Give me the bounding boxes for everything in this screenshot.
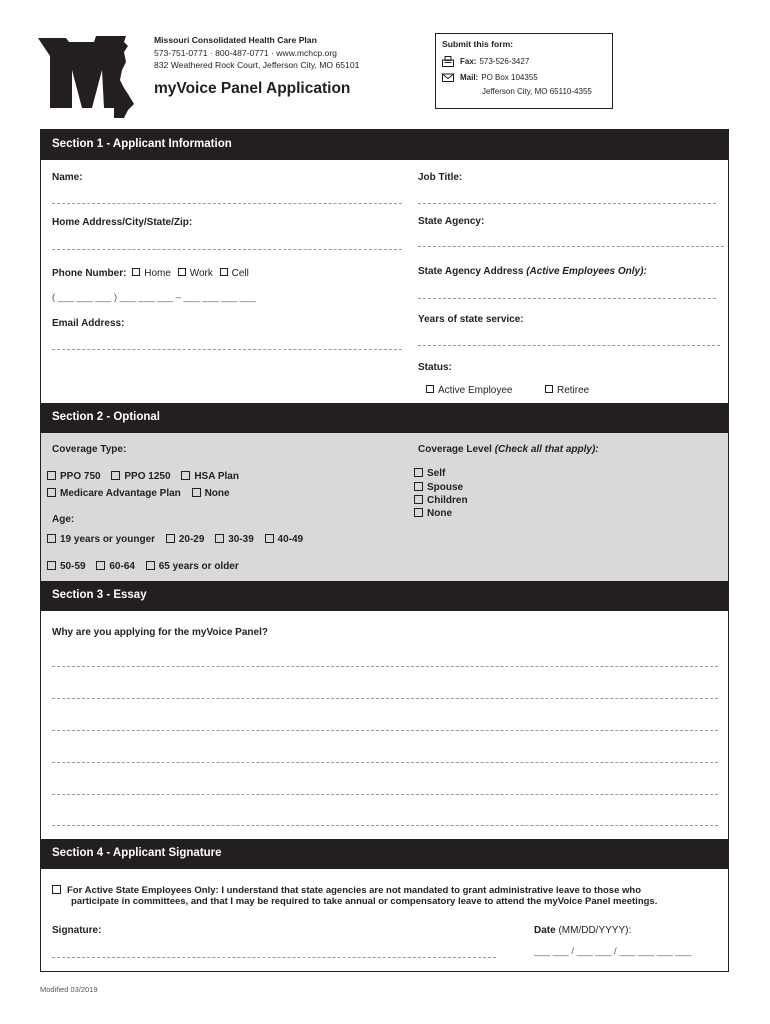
phone-home-label: Home <box>144 268 171 279</box>
age-65-label: 65 years or older <box>158 561 239 572</box>
essay-question: Why are you applying for the myVoice Panel? <box>52 627 268 638</box>
age-row1 <box>47 534 303 545</box>
level-self-checkbox[interactable] <box>414 468 423 477</box>
age-row2 <box>47 561 239 572</box>
years-field[interactable] <box>418 345 720 346</box>
email-label: Email Address: <box>52 318 125 329</box>
date-label-text: Date <box>534 925 556 936</box>
ppo1250-checkbox[interactable] <box>111 471 120 480</box>
essay-line-1[interactable] <box>52 666 718 667</box>
org-info <box>154 34 359 72</box>
name-label: Name: <box>52 172 83 183</box>
submit-box <box>435 33 613 109</box>
age-label: Age: <box>52 514 75 525</box>
envelope-icon <box>442 72 454 83</box>
status-retiree-option[interactable] <box>545 385 589 396</box>
agency-address-field[interactable] <box>418 298 716 299</box>
coverage-type-row2 <box>47 488 230 499</box>
section1-header: Section 1 - Applicant Information <box>41 130 728 160</box>
date-field[interactable]: ___ ___ / ___ ___ / ___ ___ ___ ___ <box>534 946 692 957</box>
coverage-type-row1 <box>47 471 239 482</box>
status-retiree-checkbox[interactable] <box>545 385 553 393</box>
fax-row <box>442 55 606 67</box>
mail-label: Mail: <box>460 72 479 82</box>
coverage-level-label-text: Coverage Level <box>418 444 492 455</box>
age-60-64-label: 60-64 <box>109 561 135 572</box>
name-field[interactable] <box>52 203 402 204</box>
agency-address-note: (Active Employees Only): <box>526 266 647 277</box>
org-name: Missouri Consolidated Health Care Plan <box>154 35 317 45</box>
signature-label: Signature: <box>52 925 102 936</box>
years-label: Years of state service: <box>418 314 524 325</box>
home-address-label: Home Address/City/State/Zip: <box>52 217 193 228</box>
date-format: (MM/DD/YYYY): <box>558 925 632 936</box>
section2-body <box>41 433 728 581</box>
form-title: myVoice Panel Application <box>154 80 351 97</box>
age-19-checkbox[interactable] <box>47 534 56 543</box>
job-title-field[interactable] <box>418 203 716 204</box>
level-children-checkbox[interactable] <box>414 495 423 504</box>
coverage-none-label: None <box>204 488 230 499</box>
mail-value: PO Box 104355 <box>481 72 538 82</box>
essay-line-3[interactable] <box>52 730 718 731</box>
essay-line-6[interactable] <box>52 825 718 826</box>
date-label <box>534 925 631 936</box>
mail-city: Jefferson City, MO 65110-4355 <box>482 87 592 96</box>
essay-line-4[interactable] <box>52 762 718 763</box>
level-self-option[interactable] <box>414 468 445 479</box>
email-field[interactable] <box>52 349 402 350</box>
hsa-checkbox[interactable] <box>181 471 190 480</box>
age-40-49-label: 40-49 <box>277 534 304 545</box>
essay-line-2[interactable] <box>52 698 718 699</box>
essay-line-5[interactable] <box>52 794 718 795</box>
age-50-59-checkbox[interactable] <box>47 561 56 570</box>
phone-work-label: Work <box>189 268 213 279</box>
form-frame <box>40 129 729 972</box>
level-spouse-checkbox[interactable] <box>414 482 423 491</box>
age-65-checkbox[interactable] <box>146 561 155 570</box>
org-address: 832 Weathered Rock Court, Jefferson City, MO 65101 <box>154 60 360 70</box>
mchcp-logo <box>36 32 136 122</box>
age-19-label: 19 years or younger <box>60 534 156 545</box>
level-spouse-option[interactable] <box>414 482 463 493</box>
ppo750-checkbox[interactable] <box>47 471 56 480</box>
ppo1250-label: PPO 1250 <box>124 471 171 482</box>
age-50-59-label: 50-59 <box>60 561 86 572</box>
statement-line2: participate in committees, and that I may be required to take annual or compensatory leave to attend the myVoice Panel meetings. <box>71 896 658 907</box>
level-none-label: None <box>427 508 452 519</box>
modified-date: Modified 03/2019 <box>40 985 98 994</box>
signature-field[interactable] <box>52 957 496 958</box>
acknowledgement-checkbox[interactable] <box>52 885 61 894</box>
ppo750-label: PPO 750 <box>60 471 101 482</box>
level-none-option[interactable] <box>414 508 452 519</box>
coverage-none-checkbox[interactable] <box>192 488 201 497</box>
section3-header: Section 3 - Essay <box>41 581 728 611</box>
phone-label <box>52 268 249 279</box>
phone-home-checkbox[interactable] <box>132 268 140 276</box>
fax-label: Fax: <box>460 56 477 66</box>
home-address-field[interactable] <box>52 249 402 250</box>
phone-label-text: Phone Number: <box>52 268 127 279</box>
status-active-label: Active Employee <box>438 385 513 396</box>
level-children-option[interactable] <box>414 495 468 506</box>
age-60-64-checkbox[interactable] <box>96 561 105 570</box>
age-40-49-checkbox[interactable] <box>265 534 274 543</box>
state-agency-field[interactable] <box>418 246 724 247</box>
level-self-label: Self <box>427 468 446 479</box>
age-20-29-checkbox[interactable] <box>166 534 175 543</box>
age-30-39-checkbox[interactable] <box>215 534 224 543</box>
age-20-29-label: 20-29 <box>178 534 205 545</box>
level-children-label: Children <box>427 495 468 506</box>
coverage-level-label <box>418 444 599 455</box>
coverage-type-label: Coverage Type: <box>52 444 127 455</box>
job-title-label: Job Title: <box>418 172 463 183</box>
status-active-checkbox[interactable] <box>426 385 434 393</box>
state-agency-label: State Agency: <box>418 216 485 227</box>
status-retiree-label: Retiree <box>557 385 590 396</box>
status-active-option[interactable] <box>426 385 512 396</box>
medicare-checkbox[interactable] <box>47 488 56 497</box>
hsa-label: HSA Plan <box>194 471 239 482</box>
mail-row <box>442 71 606 83</box>
level-spouse-label: Spouse <box>427 482 464 493</box>
phone-number-field[interactable]: ( ___ ___ ___ ) ___ ___ ___ – ___ ___ ___ ___ <box>52 292 256 303</box>
fax-icon <box>442 56 454 67</box>
medicare-label: Medicare Advantage Plan <box>60 488 181 499</box>
phone-work-checkbox[interactable] <box>178 268 186 276</box>
fax-value: 573-526-3427 <box>479 56 530 66</box>
agency-address-label <box>418 266 647 277</box>
agency-address-label-text: State Agency Address <box>418 266 524 277</box>
status-label: Status: <box>418 362 452 373</box>
submit-box-title: Submit this form: <box>442 39 514 49</box>
leave-acknowledgement[interactable] <box>52 885 712 907</box>
statement-line1: For Active State Employees Only: I understand that state agencies are not mandated to grant administrative leave to those who <box>67 885 642 896</box>
phone-cell-label: Cell <box>231 268 249 279</box>
level-none-checkbox[interactable] <box>414 508 423 517</box>
section4-header: Section 4 - Applicant Signature <box>41 839 728 869</box>
phone-cell-checkbox[interactable] <box>220 268 228 276</box>
coverage-level-note: (Check all that apply): <box>494 444 599 455</box>
age-30-39-label: 30-39 <box>228 534 254 545</box>
section2-header: Section 2 - Optional <box>41 403 728 433</box>
org-contact: 573-751-0771 · 800-487-0771 · www.mchcp.org <box>154 47 337 58</box>
